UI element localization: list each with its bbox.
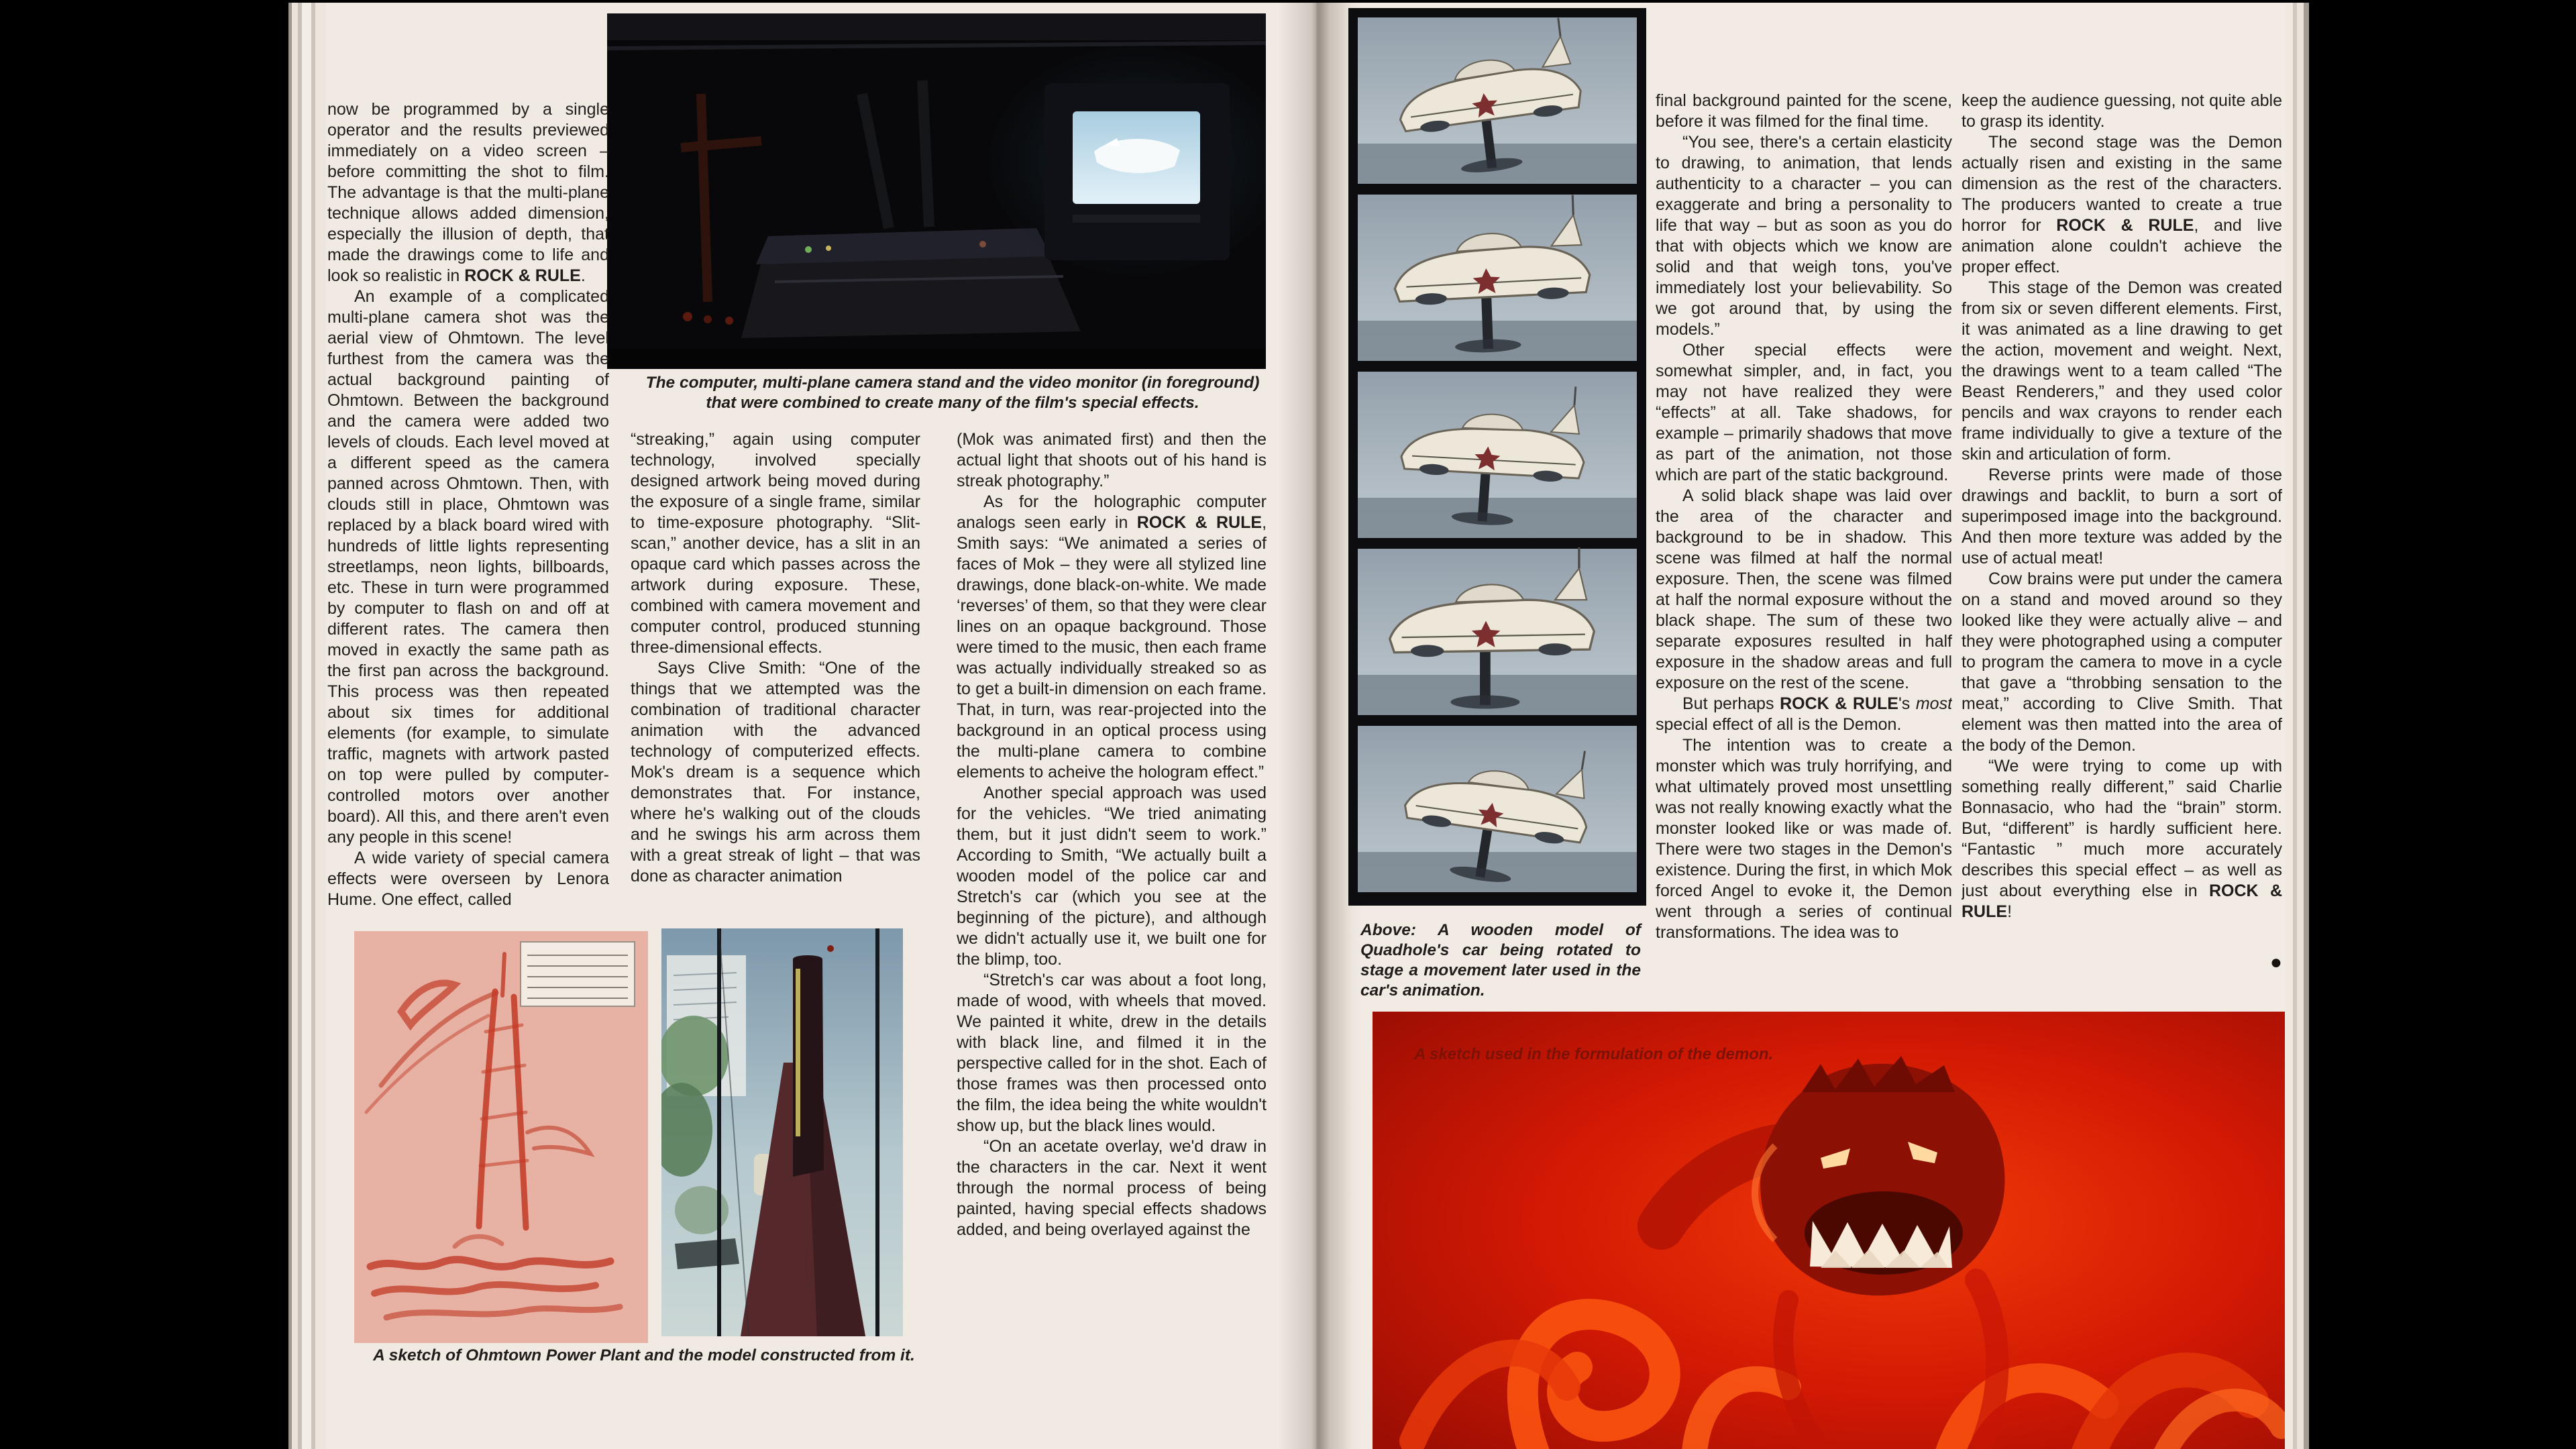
paragraph: Reverse prints were made of those drawings and backlit, to burn a sort of superimposed image into the background. And then more texture was added by the use of actual meat!: [1962, 466, 2282, 568]
paragraph: As for the holographic computer analogs seen early in ROCK & RULE, Smith says: “We animated a series of faces of Mok – they were all stylized line drawings, done black-on-white. We made ‘reverses’ of them, so that they were clear lines on an opaque background. Those were timed to the music, then each frame was actually individually streaked so as to get a built-in dimension on each frame. That, in turn, was rear-projected into the background in an optical process using the multi-plane camera to combine elements to acheive the hologram effect.”: [957, 492, 1267, 782]
paragraph: This stage of the Demon was created from six or seven different elements. First, it was animated as a line drawing to get the action, movement and weight. Next, the drawings went to a team called “The Beast Renderers,” and they used color pencils and wax crayons to render each frame individually to give a texture of the skin and articulation of form.: [1962, 278, 2282, 464]
paragraph: Other special effects were somewhat simpler, and, in fact, you may not have realized they were “effects” at all. Take shadows, for example – primarily shadows that move as part of the animation, not those which are part of the static background.: [1656, 341, 1952, 484]
powerplant-sketch-art: [354, 931, 648, 1343]
sketch-caption: A sketch of Ohmtown Power Plant and the model constructed from it.: [373, 1346, 915, 1364]
demon-caption: A sketch used in the formulation of the demon.: [1414, 1045, 1774, 1063]
demon-sketch-art: [1373, 1012, 2285, 1449]
paragraph: Says Clive Smith: “One of the things that we attempted was the combination of traditional character animation with the advanced technology of computerized effects. Mok's dream is a sequence which demonstrates that. For instance, where he's walking out of the clouds and he swings his arm across them with a great streak of light – that was done as character animation: [631, 659, 920, 885]
car-model-filmstrip: [1348, 8, 1646, 906]
left-column-3: [957, 429, 1267, 1395]
paragraph: “Stretch's car was about a foot long, made of wood, with wheels that moved. We painted it white, drew in the details with black line, and filmed it in the perspective called for in the shot. Each of those frames was then processed onto the film, the idea being the white wouldn't show up, but the black lines would.: [957, 971, 1267, 1135]
right-page-edges: [2285, 3, 2309, 1449]
paragraph: But perhaps ROCK & RULE's most special effect of all is the Demon.: [1656, 694, 1952, 734]
paragraph: Cow brains were put under the camera on a stand and moved around so they looked like they were actually alive – and they were photographed using a computer to program the camera to move in a cycle that gave a “throbbing sensation to the meat,” according to Clive Smith. That element was then matted into the area of the body of the Demon.: [1962, 570, 2282, 755]
left-column-2: [631, 429, 920, 959]
photo-caption: The computer, multi-plane camera stand and the video monitor (in foreground) that were combined to create many of the film's special effects.: [645, 374, 1260, 412]
filmstrip-caption: Above: A wooden model of Quadhole's car being rotated to stage a movement later used in the car's animation.: [1360, 921, 1641, 1000]
right-column-2: [1962, 91, 2282, 989]
multiplane-camera-photo: [607, 13, 1266, 369]
paragraph: “On an acetate overlay, we'd draw in the characters in the car. Next it went through the normal process of being painted, having special effects shadows added, and being overlayed against the: [957, 1137, 1267, 1239]
paragraph: The second stage was the Demon actually risen and existing in the same dimension as the rest of the characters. The producers wanted to create a true horror for ROCK & RULE, and live animation alone couldn't achieve the proper effect.: [1962, 133, 2282, 276]
end-mark: ●: [2269, 951, 2282, 973]
paragraph: A solid black shape was laid over the area of the character and background to be in shadow. This scene was filmed at half the normal exposure. Then, the scene was filmed at half the normal exposure without the black shape. The sum of these two separate exposures resulted in half exposure in the shadow areas and full exposure on the rest of the scene.: [1656, 486, 1952, 692]
powerplant-sketch-image: [354, 931, 648, 1343]
right-column-1: [1656, 91, 1952, 989]
paragraph: The intention was to create a monster which was truly horrifying, and what ultimately proved most unsettling was not really knowing exactly what the monster looked like or was made of. There were two stages in the Demon's existence. During the first, in which Mok forced Angel to evoke it, the Demon went through a series of continual transformations. The idea was to: [1656, 736, 1952, 942]
left-page-edges: [288, 3, 326, 1449]
paragraph: Another special approach was used for the vehicles. “We tried animating them, but it just didn't seem to work.” According to Smith, “We actually built a wooden model of the police car and Stretch's car (which you see at the beginning of the picture), and although we didn't actually use it, we built one for the blimp, too.: [957, 784, 1267, 969]
paragraph: keep the audience guessing, not quite able to grasp its identity.: [1962, 91, 2282, 131]
paragraph: “We were trying to come up with something really different,” said Charlie Bonnasacio, who had the “brain” storm. But, “different” is hardly sufficient here. “Fantastic ” much more accurately describes this special effect – as well as just about everything else in ROCK & RULE!: [1962, 757, 2282, 921]
page-gutter: [1278, 3, 1352, 1449]
paragraph: final background painted for the scene, before it was filmed for the final time.: [1656, 91, 1952, 131]
paragraph: (Mok was animated first) and then the actual light that shoots out of his hand is streak photography.”: [957, 430, 1267, 490]
paragraph: An example of a complicated multi-plane camera shot was the aerial view of Ohmtown. The level furthest from the camera was the actual background painting of Ohmtown. Between the background and the camera were added two levels of clouds. Each level moved at a different speed as the camera panned across Ohmtown. Then, with clouds still in place, Ohmtown was replaced by a black board wired with hundreds of little lights representing streetlamps, neon lights, billboards, etc. These in turn were programmed by computer to flash on and off at different rates. The camera then moved in exactly the same path as the first pan across the background. This process was then repeated about six times for additional elements (for example, to simulate traffic, magnets with artwork pasted on top were pulled by computer-controlled motors over another board). All this, and there aren't even any people in this scene!: [327, 287, 609, 847]
left-column-1: [327, 99, 609, 971]
multiplane-camera-photo-art: [607, 13, 1266, 369]
paragraph: A wide variety of special camera effects were overseen by Lenora Hume. One effect, called: [327, 849, 609, 909]
demon-sketch-image: [1373, 1012, 2285, 1449]
car-model-filmstrip-art: [1348, 8, 1646, 906]
paragraph: “streaking,” again using computer technology, involved specially designed artwork being moved during the exposure of a single frame, similar to time-exposure photography. “Slit-scan,” another device, has a slit in an opaque card which passes across the artwork during exposure. These, combined with camera movement and computer control, produced stunning three-dimensional effects.: [631, 430, 920, 657]
powerplant-model-photo: [661, 928, 903, 1336]
paragraph: now be programmed by a single operator and the results previewed immediately on a video screen – before committing the shot to film. The advantage is that the multi-plane technique allows added dimension, especially the illusion of depth, that made the drawings come to life and look so realistic in ROCK & RULE.: [327, 100, 609, 285]
powerplant-model-art: [661, 928, 903, 1336]
paragraph: “You see, there's a certain elasticity to drawing, to animation, that lends authenticity to a character – you can exaggerate and bring a personality to life that way – but as soon as you do that with objects which we know are solid and that weigh tons, you've immediately lost your believability. So we got around that, by using the models.”: [1656, 133, 1952, 339]
